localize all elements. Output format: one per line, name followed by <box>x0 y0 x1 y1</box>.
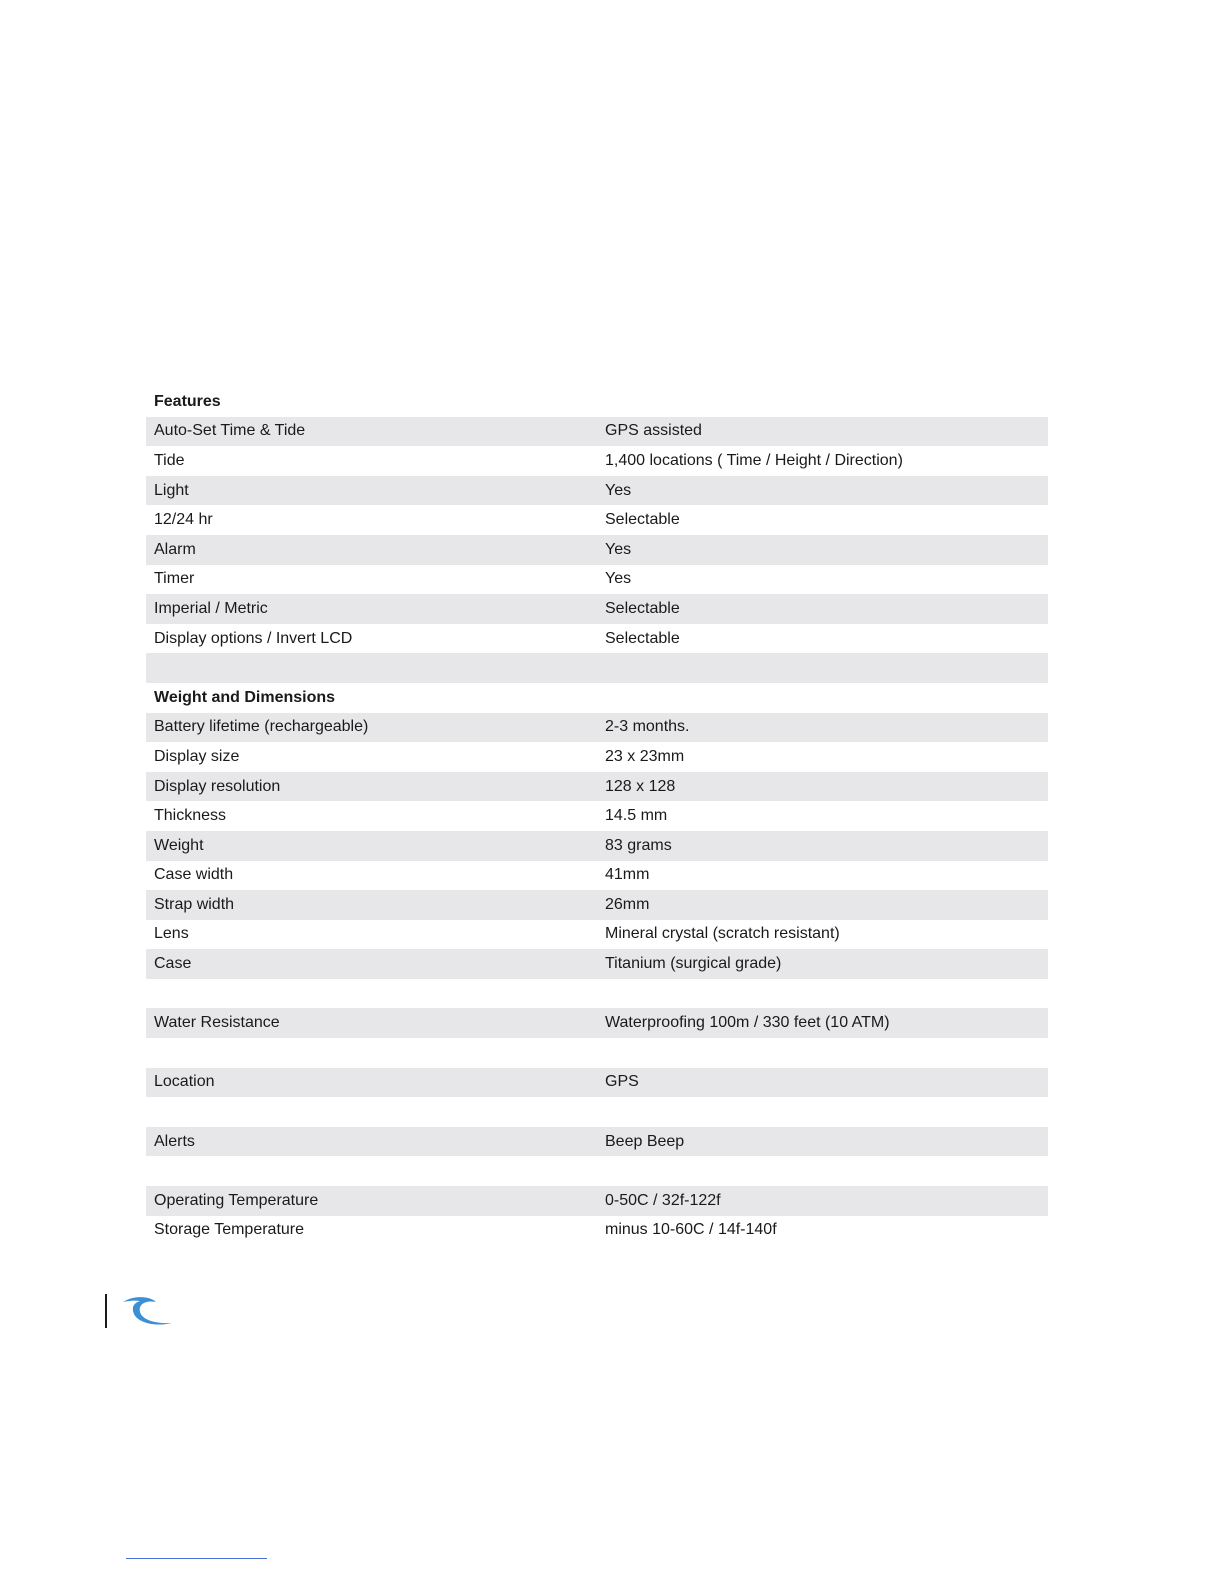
table-row <box>146 565 1048 595</box>
table-row <box>146 594 1048 624</box>
row-label: Alerts <box>154 1132 195 1150</box>
row-label: Auto-Set Time & Tide <box>154 422 306 440</box>
row-label: Case <box>154 955 192 973</box>
spacer-row <box>146 653 1048 683</box>
row-value: Selectable <box>605 629 680 647</box>
table-row <box>146 801 1048 831</box>
row-value: 128 x 128 <box>605 777 676 795</box>
section-heading-features <box>146 387 1048 417</box>
row-label: 12/24 hr <box>154 511 213 529</box>
row-label: Imperial / Metric <box>154 599 268 617</box>
table-row <box>146 713 1048 743</box>
row-label: Display size <box>154 747 240 765</box>
row-label: Display options / Invert LCD <box>154 629 353 647</box>
spec-table <box>146 387 1048 1245</box>
row-label: Location <box>154 1073 215 1091</box>
table-row <box>146 446 1048 476</box>
row-label: Thickness <box>154 807 227 825</box>
row-label: Weight <box>154 836 204 854</box>
row-value: 1,400 locations ( Time / Height / Direction) <box>605 451 903 469</box>
table-row <box>146 890 1048 920</box>
footer-divider <box>105 1294 107 1328</box>
spacer-row <box>146 1156 1048 1186</box>
row-label: Case width <box>154 866 234 884</box>
table-row <box>146 861 1048 891</box>
row-value: GPS assisted <box>605 422 702 440</box>
spacer-row <box>146 979 1048 1009</box>
spacer-row <box>146 1038 1048 1068</box>
table-row <box>146 1068 1048 1098</box>
row-value: 2-3 months. <box>605 718 690 736</box>
row-label: Light <box>154 481 189 499</box>
section-heading: Weight and Dimensions <box>154 688 336 706</box>
table-row <box>146 1216 1048 1246</box>
row-label: Battery lifetime (rechargeable) <box>154 718 369 736</box>
row-value: Titanium (surgical grade) <box>605 955 782 973</box>
table-row <box>146 920 1048 950</box>
table-row <box>146 624 1048 654</box>
row-value: Mineral crystal (scratch resistant) <box>605 925 840 943</box>
row-value: 0-50C / 32f-122f <box>605 1191 721 1209</box>
row-label: Timer <box>154 570 195 588</box>
row-value: Yes <box>605 540 632 558</box>
table-row <box>146 1127 1048 1157</box>
table-row <box>146 535 1048 565</box>
row-label: Tide <box>154 451 185 469</box>
row-value: 41mm <box>605 866 650 884</box>
table-row <box>146 505 1048 535</box>
table-row <box>146 772 1048 802</box>
table-row <box>146 949 1048 979</box>
row-value: 26mm <box>605 895 650 913</box>
section-heading: Features <box>154 392 221 410</box>
table-row <box>146 1008 1048 1038</box>
row-value: Beep Beep <box>605 1132 685 1150</box>
row-label: Storage Temperature <box>154 1221 305 1239</box>
row-value: Yes <box>605 570 632 588</box>
row-label: Strap width <box>154 895 235 913</box>
row-value: 23 x 23mm <box>605 747 685 765</box>
row-value: minus 10-60C / 14f-140f <box>605 1221 777 1239</box>
spacer-row <box>146 1097 1048 1127</box>
section-heading-weight-dimensions <box>146 683 1048 713</box>
row-value: 14.5 mm <box>605 807 668 825</box>
table-row <box>146 1186 1048 1216</box>
table-row <box>146 742 1048 772</box>
row-label: Display resolution <box>154 777 281 795</box>
row-label: Alarm <box>154 540 196 558</box>
wave-logo-icon <box>120 1296 174 1326</box>
row-value: GPS <box>605 1073 639 1091</box>
row-label: Lens <box>154 925 189 943</box>
table-row <box>146 476 1048 506</box>
row-value: Selectable <box>605 511 680 529</box>
row-value: Waterproofing 100m / 330 feet (10 ATM) <box>605 1014 890 1032</box>
row-value: 83 grams <box>605 836 672 854</box>
row-label: Water Resistance <box>154 1014 280 1032</box>
table-row <box>146 417 1048 447</box>
row-value: Yes <box>605 481 632 499</box>
table-row <box>146 831 1048 861</box>
row-value: Selectable <box>605 599 680 617</box>
bottom-link-underline <box>126 1558 267 1559</box>
row-label: Operating Temperature <box>154 1191 319 1209</box>
